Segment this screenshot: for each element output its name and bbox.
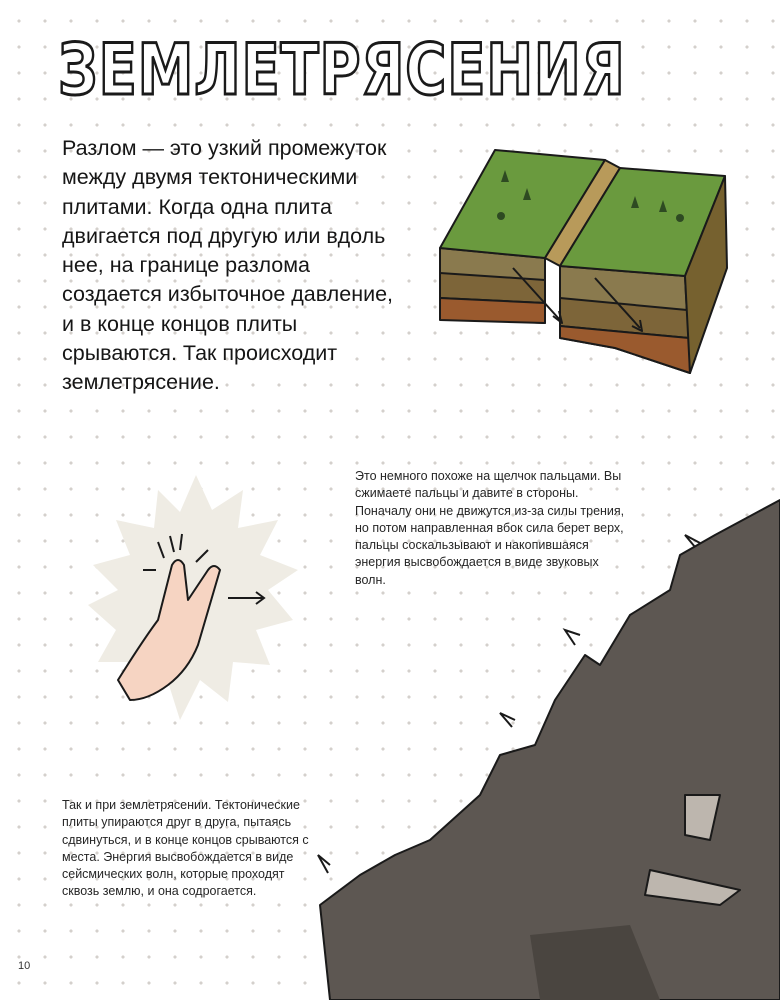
earthquake-caption: Так и при землетрясении. Тектонические плиты упираются друг в друга, пытаясь сдвинуться, и в конце концов срываются с места. Энергия высвобождается в виде сейсмических волн, которые проходят сквозь землю, и она содрогается. bbox=[62, 798, 309, 899]
page-number: 10 bbox=[18, 960, 31, 972]
page-title: ЗЕМЛЕТРЯСЕНИЯ bbox=[58, 29, 626, 111]
intro-paragraph: Разлом — это узкий промежуток между двумя тектоническими плитами. Когда одна плита двигается под другую или вдоль нее, на границе разлома создается избыточное давление, и в конце концов плиты срываются. Так происходит землетрясение. bbox=[62, 136, 394, 395]
fault-block-illustration bbox=[435, 148, 730, 378]
finger-snap-illustration bbox=[88, 470, 303, 740]
snap-caption: Это немного похоже на щелчок пальцами. Вы сжимаете пальцы и давите в стороны. Поначалу они не движутся из-за силы трения, но потом направленная вбок сила берет верх, пальцы соскальзывают и накопившаяся энергия высвобождается в виде звуковых волн. bbox=[355, 469, 625, 587]
